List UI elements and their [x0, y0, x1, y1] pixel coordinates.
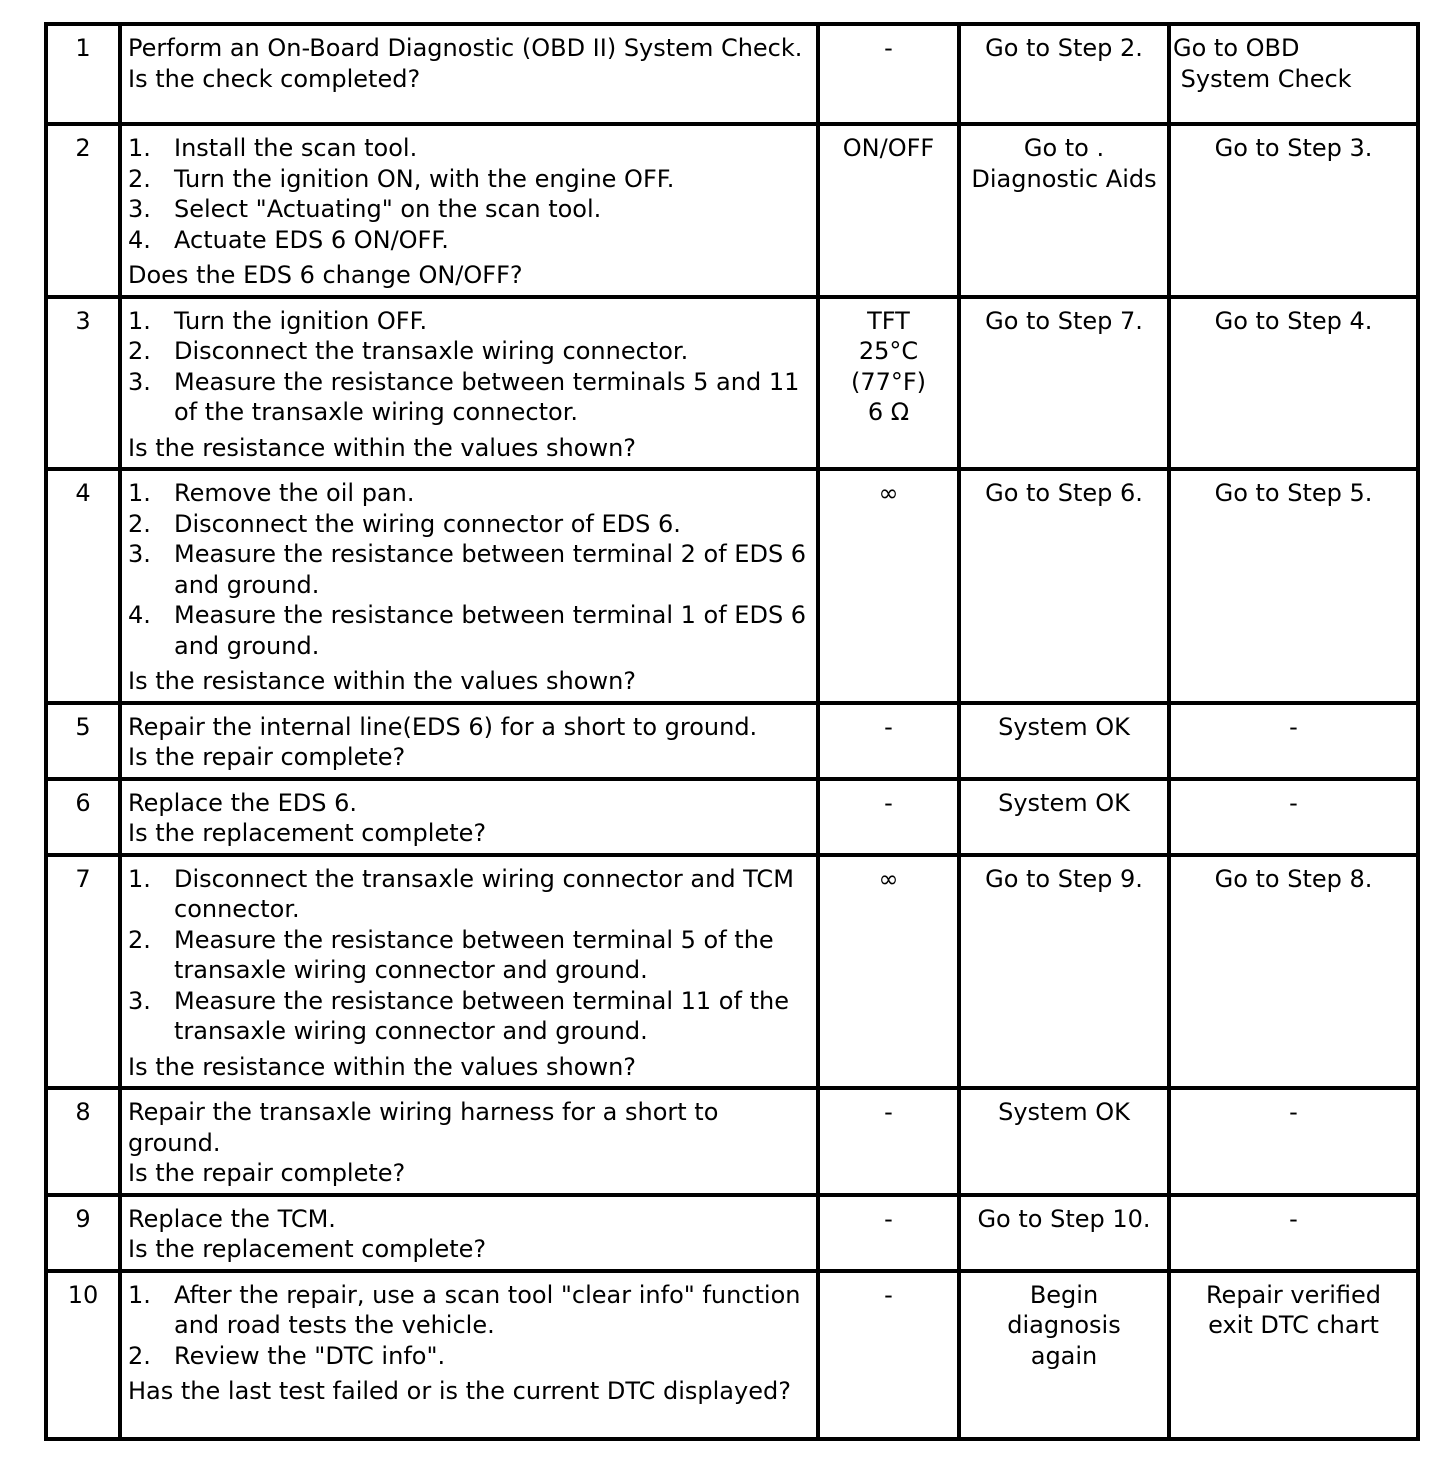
- list-item: [128, 164, 810, 195]
- list-item-number: 3.: [128, 540, 151, 568]
- list-item: [128, 925, 810, 986]
- list-item-number: 2.: [128, 509, 151, 538]
- list-item: [128, 1341, 810, 1372]
- table-row: [46, 703, 1418, 779]
- list-item-text: Measure the resistance between terminal 2 of EDS 6 and ground.: [174, 540, 807, 599]
- step-value: [818, 24, 959, 124]
- step-value: [818, 1195, 959, 1271]
- yes-outcome: [959, 1271, 1169, 1439]
- step-action: [120, 124, 818, 297]
- yes-outcome-line: Go to Step 7.: [985, 306, 1143, 335]
- action-list: [128, 306, 810, 428]
- action-text: Repair the internal line(EDS 6) for a short to ground.: [128, 712, 758, 741]
- no-outcome-line: System Check: [1173, 64, 1352, 93]
- list-item: [128, 194, 810, 225]
- step-number: 9: [46, 1195, 120, 1271]
- value-line: ON/OFF: [842, 134, 935, 162]
- list-item-number: 2.: [128, 925, 151, 954]
- step-number: 6: [46, 779, 120, 855]
- table-row: [46, 779, 1418, 855]
- value-line: (77°F): [850, 367, 927, 396]
- list-item-number: 2.: [128, 164, 151, 193]
- table-row: [46, 1271, 1418, 1439]
- list-item-text: Remove the oil pan.: [174, 479, 415, 507]
- list-item-text: Measure the resistance between terminal 1 of EDS 6 and ground.: [174, 601, 807, 660]
- yes-outcome: [959, 297, 1169, 470]
- step-question: Is the repair complete?: [128, 1159, 406, 1187]
- list-item-number: 3.: [128, 367, 151, 396]
- no-outcome-line: -: [1289, 1204, 1298, 1233]
- list-item-number: 3.: [128, 195, 151, 223]
- yes-outcome: [959, 124, 1169, 297]
- list-item-text: Turn the ignition OFF.: [174, 306, 428, 335]
- no-outcome: [1169, 297, 1418, 470]
- value-line: 6 Ω: [867, 398, 910, 426]
- action-list: [128, 133, 810, 255]
- list-item-text: After the repair, use a scan tool "clear info" function and road tests the vehicle.: [174, 1280, 801, 1339]
- step-number: 8: [46, 1088, 120, 1195]
- list-item-text: Disconnect the transaxle wiring connector.: [174, 337, 689, 365]
- no-outcome-line: -: [1289, 712, 1298, 741]
- yes-outcome: [959, 703, 1169, 779]
- list-item-text: Actuate EDS 6 ON/OFF.: [174, 225, 449, 254]
- table-row: [46, 855, 1418, 1089]
- list-item-text: Disconnect the transaxle wiring connector and TCM connector.: [174, 864, 794, 923]
- step-value: [818, 297, 959, 470]
- step-value: [818, 124, 959, 297]
- value-line: TFT: [867, 306, 910, 335]
- list-item-number: 2.: [128, 1341, 151, 1370]
- value-line: -: [884, 1204, 893, 1233]
- step-question: Is the repair complete?: [128, 743, 406, 771]
- yes-outcome: [959, 779, 1169, 855]
- step-question: Is the replacement complete?: [128, 819, 487, 847]
- yes-outcome-line: Go to Step 10.: [977, 1204, 1151, 1233]
- diagnostic-table-body: [46, 24, 1418, 1439]
- yes-outcome: [959, 1195, 1169, 1271]
- step-number: 1: [46, 24, 120, 124]
- yes-outcome-line: System OK: [998, 712, 1130, 741]
- no-outcome-line: Repair verified: [1205, 1280, 1382, 1309]
- list-item: [128, 1280, 810, 1341]
- list-item-text: Measure the resistance between terminal 5 of the transaxle wiring connector and ground.: [174, 925, 774, 984]
- yes-outcome-line: diagnosis: [1007, 1311, 1121, 1339]
- step-question: Is the resistance within the values shown?: [128, 667, 637, 695]
- list-item: [128, 306, 810, 337]
- step-question: Is the resistance within the values shown?: [128, 433, 637, 462]
- yes-outcome: [959, 1088, 1169, 1195]
- step-question: Is the resistance within the values shown?: [128, 1052, 637, 1081]
- value-line: -: [884, 1098, 893, 1126]
- list-item: [128, 509, 810, 540]
- step-question: Has the last test failed or is the current DTC displayed?: [128, 1377, 791, 1405]
- list-item: [128, 986, 810, 1047]
- list-item: [128, 225, 810, 256]
- value-line: -: [884, 712, 893, 741]
- list-item: [128, 478, 810, 509]
- no-outcome-line: -: [1289, 788, 1298, 817]
- list-item-text: Install the scan tool.: [174, 134, 418, 162]
- list-item-number: 2.: [128, 337, 151, 365]
- diagnostic-table: [44, 22, 1420, 1441]
- list-item-number: 1.: [128, 134, 151, 162]
- action-list: [128, 478, 810, 661]
- yes-outcome: [959, 855, 1169, 1089]
- no-outcome: [1169, 703, 1418, 779]
- yes-outcome-line: Go to Step 9.: [985, 864, 1143, 893]
- step-action: [120, 24, 818, 124]
- no-outcome-line: Go to Step 4.: [1214, 306, 1373, 335]
- step-number: 2: [46, 124, 120, 297]
- no-outcome-line: Go to Step 5.: [1214, 479, 1373, 507]
- value-line: -: [884, 1280, 893, 1309]
- yes-outcome: [959, 24, 1169, 124]
- list-item-number: 1.: [128, 479, 151, 507]
- step-value: [818, 1271, 959, 1439]
- yes-outcome-line: Go to .: [1023, 134, 1105, 162]
- step-action: [120, 855, 818, 1089]
- step-number: 7: [46, 855, 120, 1089]
- table-row: [46, 1195, 1418, 1271]
- step-action: [120, 1088, 818, 1195]
- no-outcome: [1169, 1088, 1418, 1195]
- yes-outcome-line: System OK: [998, 788, 1130, 817]
- no-outcome: [1169, 855, 1418, 1089]
- step-action: [120, 297, 818, 470]
- value-line: -: [884, 34, 893, 62]
- no-outcome-line: Go to Step 8.: [1214, 864, 1373, 893]
- yes-outcome: [959, 469, 1169, 703]
- step-question: Is the check completed?: [128, 64, 421, 93]
- value-line: ∞: [878, 479, 899, 507]
- list-item-number: 1.: [128, 864, 151, 893]
- list-item-text: Measure the resistance between terminals 5 and 11 of the transaxle wiring connector.: [174, 367, 800, 426]
- list-item-text: Review the "DTC info".: [174, 1341, 446, 1370]
- value-line: 25°C: [858, 337, 919, 365]
- action-list: [128, 1280, 810, 1372]
- value-line: -: [884, 788, 893, 817]
- step-number: 3: [46, 297, 120, 470]
- action-list: [128, 864, 810, 1047]
- step-action: [120, 703, 818, 779]
- action-text: Replace the EDS 6.: [128, 788, 357, 817]
- step-question: Does the EDS 6 change ON/OFF?: [128, 261, 523, 289]
- step-number: 5: [46, 703, 120, 779]
- step-number: 10: [46, 1271, 120, 1439]
- action-text: Replace the TCM.: [128, 1204, 336, 1233]
- table-row: [46, 297, 1418, 470]
- no-outcome-line: exit DTC chart: [1208, 1311, 1379, 1339]
- step-value: [818, 703, 959, 779]
- step-value: [818, 855, 959, 1089]
- no-outcome-line: Go to OBD: [1173, 34, 1300, 62]
- yes-outcome-line: again: [1030, 1341, 1098, 1370]
- list-item: [128, 864, 810, 925]
- list-item-text: Measure the resistance between terminal 11 of the transaxle wiring connector and ground.: [174, 986, 789, 1045]
- no-outcome: [1169, 1195, 1418, 1271]
- list-item-number: 3.: [128, 986, 151, 1015]
- yes-outcome-line: Go to Step 2.: [985, 34, 1143, 62]
- list-item-number: 4.: [128, 225, 151, 254]
- table-row: [46, 1088, 1418, 1195]
- action-text: Perform an On-Board Diagnostic (OBD II) System Check.: [128, 34, 803, 62]
- no-outcome: [1169, 779, 1418, 855]
- step-action: [120, 1271, 818, 1439]
- step-action: [120, 469, 818, 703]
- step-question: Is the replacement complete?: [128, 1235, 487, 1263]
- table-row: [46, 124, 1418, 297]
- list-item: [128, 367, 810, 428]
- no-outcome-line: Go to Step 3.: [1214, 134, 1373, 162]
- action-text: Repair the transaxle wiring harness for a short to ground.: [128, 1098, 719, 1157]
- list-item: [128, 336, 810, 367]
- list-item: [128, 133, 810, 164]
- list-item-number: 1.: [128, 1280, 151, 1309]
- yes-outcome-line: Go to Step 6.: [985, 479, 1143, 507]
- value-line: ∞: [878, 864, 899, 893]
- list-item-number: 4.: [128, 601, 151, 629]
- yes-outcome-line: Diagnostic Aids: [971, 164, 1157, 193]
- step-number: 4: [46, 469, 120, 703]
- list-item-text: Disconnect the wiring connector of EDS 6.: [174, 509, 681, 538]
- step-action: [120, 1195, 818, 1271]
- list-item: [128, 600, 810, 661]
- list-item-text: Turn the ignition ON, with the engine OFF.: [174, 164, 675, 193]
- no-outcome-line: -: [1289, 1098, 1298, 1126]
- no-outcome: [1169, 469, 1418, 703]
- yes-outcome-line: System OK: [998, 1098, 1130, 1126]
- step-action: [120, 779, 818, 855]
- list-item: [128, 539, 810, 600]
- step-value: [818, 469, 959, 703]
- no-outcome: [1169, 24, 1418, 124]
- list-item-number: 1.: [128, 306, 151, 335]
- no-outcome: [1169, 124, 1418, 297]
- no-outcome: [1169, 1271, 1418, 1439]
- list-item-text: Select "Actuating" on the scan tool.: [174, 195, 602, 223]
- step-value: [818, 779, 959, 855]
- table-row: [46, 24, 1418, 124]
- yes-outcome-line: Begin: [1029, 1280, 1099, 1309]
- table-row: [46, 469, 1418, 703]
- step-value: [818, 1088, 959, 1195]
